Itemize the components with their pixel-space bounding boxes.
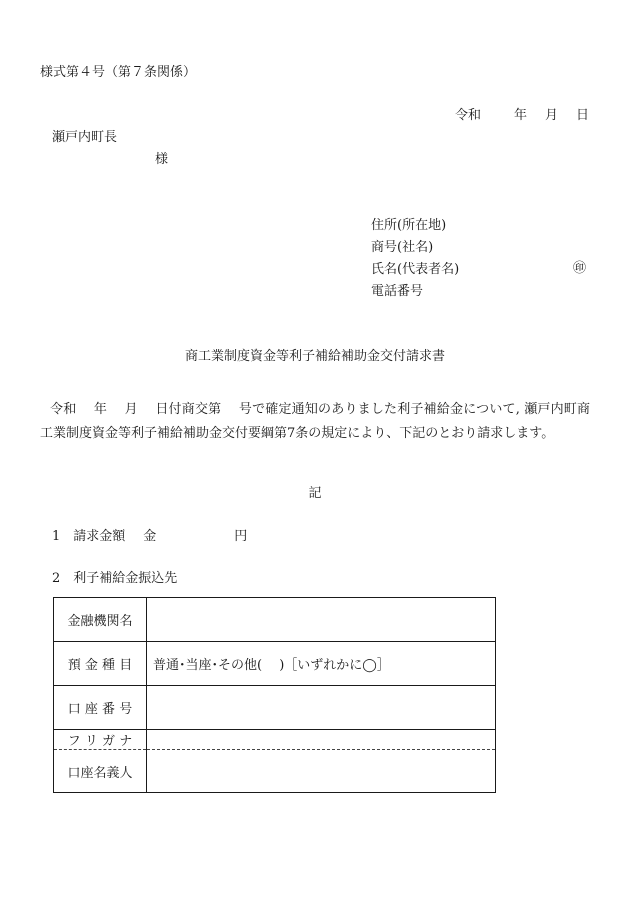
seal-icon: ㊞ [573, 261, 587, 276]
bank-account-table [53, 597, 496, 793]
institution-field[interactable] [147, 598, 496, 642]
applicant-name-label: 氏名(代表者名) [371, 262, 460, 277]
table-row [54, 730, 496, 750]
account-number-label: 口 座 番 号 [54, 686, 147, 730]
document-body: 令和 年 月 日付商交第 号で確定通知のありました利子補給金について, 瀬戸内町商工業制度資金等利子補給補助金交付要綱第7条の規定により、下記のとおり請求します。 [40, 402, 590, 441]
item1-kin: 金 [143, 529, 157, 544]
applicant-phone-label: 電話番号 [371, 284, 424, 299]
table-row [54, 598, 496, 642]
date-line [455, 109, 589, 122]
deposit-type-field[interactable]: 普通･当座･その他( )［いずれかに◯］ [147, 642, 496, 686]
furigana-label: フ リ ガ ナ [54, 730, 147, 750]
table-row [54, 642, 496, 686]
applicant-address-label: 住所(所在地) [371, 218, 447, 233]
table-row [54, 686, 496, 730]
ki-heading: 記 [308, 486, 322, 501]
item1-label: 1 請求金額 [52, 529, 126, 544]
document-title: 商工業制度資金等利子補給補助金交付請求書 [184, 349, 445, 364]
addressee: 瀬戸内町長 [52, 130, 118, 145]
applicant-trade-name-label: 商号(社名) [371, 240, 434, 255]
date-month: 月 [545, 108, 559, 123]
form-number: 様式第４号（第７条関係） [40, 65, 197, 80]
account-holder-label: 口座名義人 [54, 750, 147, 793]
date-day: 日 [576, 108, 590, 123]
date-era: 令和 [455, 108, 482, 123]
item-transfer-destination: 2 利子補給金振込先 [52, 571, 178, 586]
honorific: 様 [155, 152, 169, 167]
item1-yen: 円 [234, 529, 248, 544]
account-number-field[interactable] [147, 686, 496, 730]
date-year: 年 [514, 108, 528, 123]
deposit-type-label: 預 金 種 目 [54, 642, 147, 686]
item-billing-amount [52, 530, 247, 543]
furigana-field[interactable] [147, 730, 496, 750]
account-holder-field[interactable] [147, 750, 496, 793]
table-row [54, 750, 496, 793]
institution-label: 金融機関名 [54, 598, 147, 642]
